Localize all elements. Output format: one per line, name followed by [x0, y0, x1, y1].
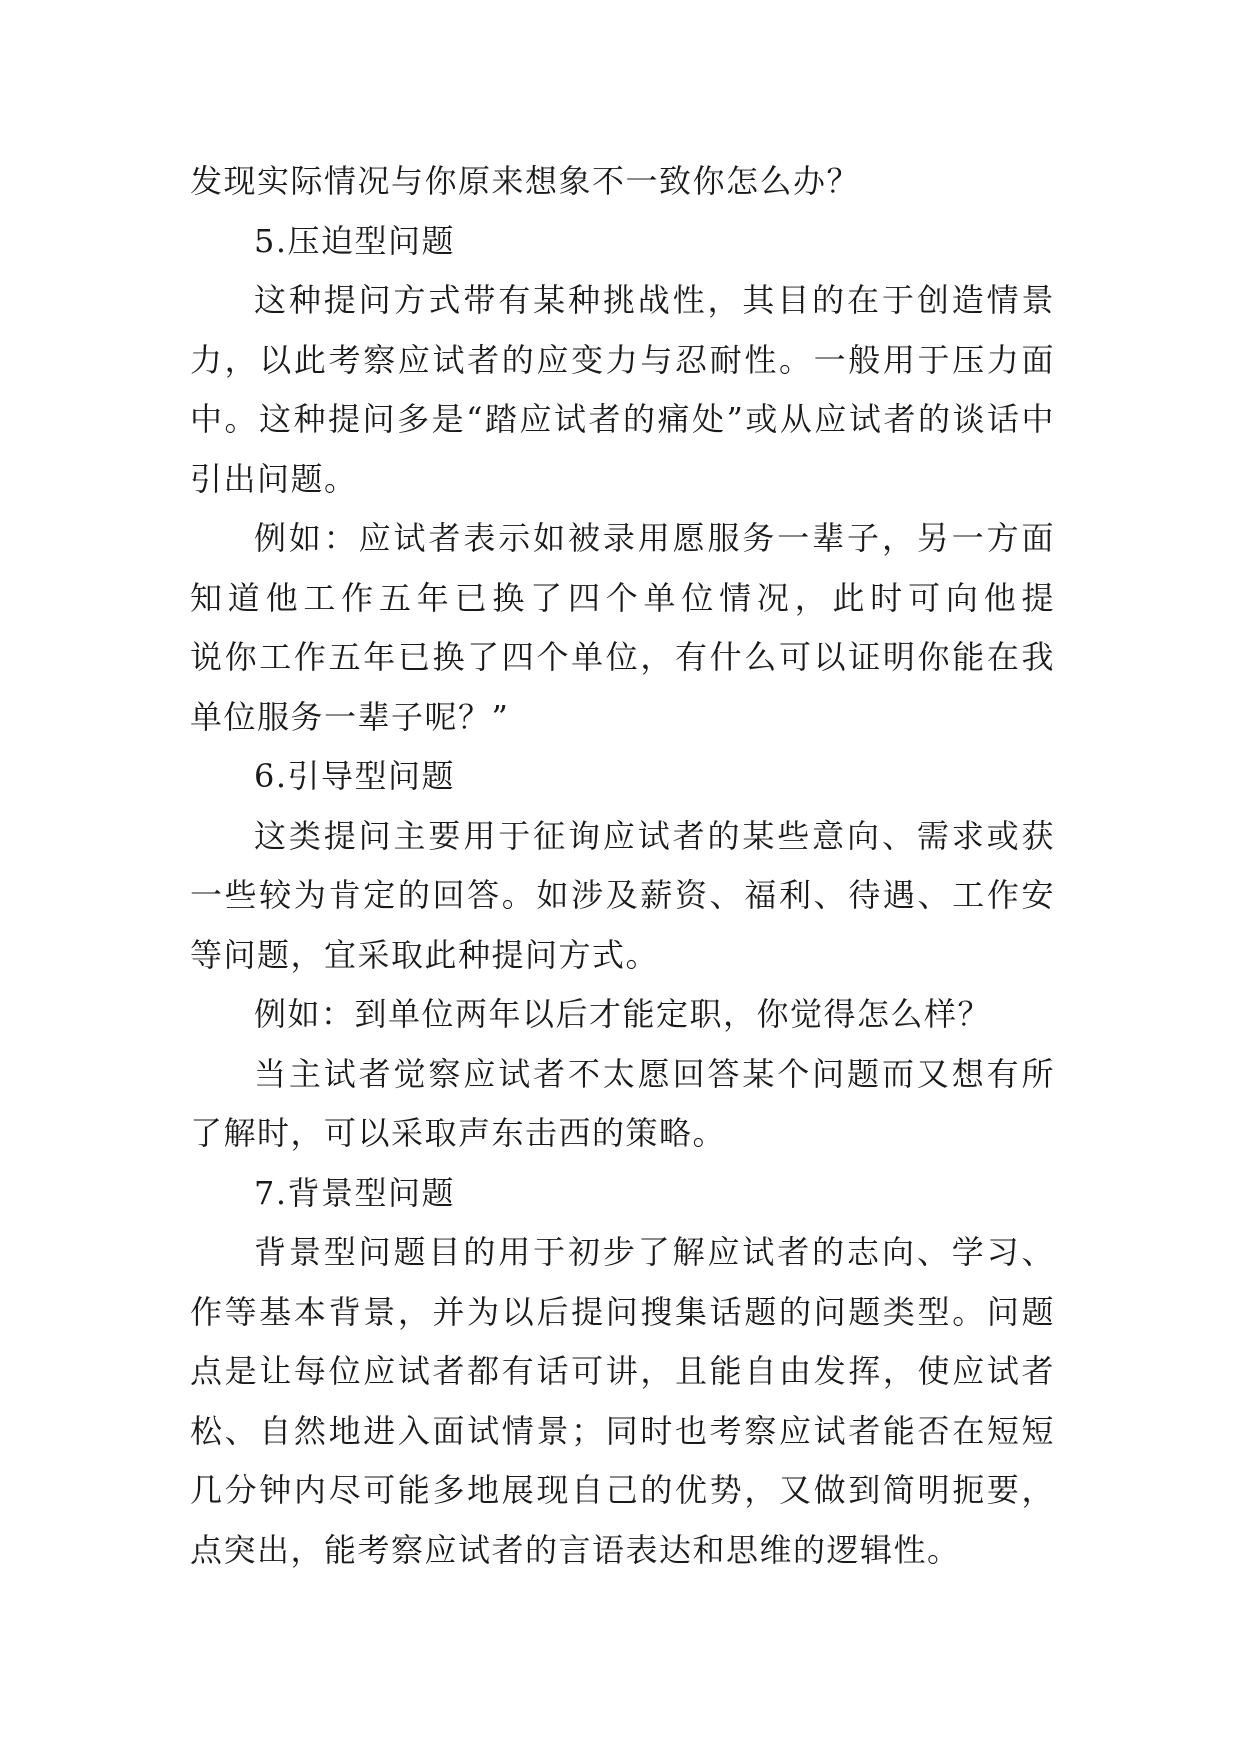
- text-line: 等问题，宜采取此种提问方式。: [190, 935, 660, 974]
- text-line: 单位服务一辈子呢？”: [190, 697, 510, 736]
- text-line: 发现实际情况与你原来想象不一致你怎么办？: [190, 162, 861, 200]
- text-line: 一些较为肯定的回答。如涉及薪资、福利、待遇、工作安: [190, 876, 1055, 914]
- text-line: 这类提问主要用于征询应试者的某些意向、需求或获: [254, 816, 1055, 855]
- text-line: 例如：应试者表示如被录用愿服务一辈子，另一方面: [254, 519, 1055, 557]
- text-line: 例如：到单位两年以后才能定职，你觉得怎么样？: [254, 995, 992, 1033]
- text-line: 背景型问题目的用于初步了解应试者的志向、学习、: [254, 1233, 1055, 1271]
- text-line: 了解时，可以采取声东击西的策略。: [190, 1114, 727, 1152]
- text-line: 知道他工作五年已换了四个单位情况，此时可向他提: [190, 578, 1055, 617]
- text-line: 7.背景型问题: [254, 1173, 456, 1212]
- text-line: 几分钟内尽可能多地展现自己的优势，又做到简明扼要，: [190, 1471, 1055, 1509]
- text-line: 这种提问方式带有某种挑战性，其目的在于创造情景: [254, 281, 1055, 319]
- text-line: 点是让每位应试者都有话可讲，且能自由发挥，使应试者: [190, 1352, 1055, 1390]
- text-line: 作等基本背景，并为以后提问搜集话题的问题类型。问题: [190, 1292, 1055, 1331]
- document-page: [190, 152, 1055, 1580]
- text-line: 中。这种提问多是“踏应试者的痛处”或从应试者的谈话中: [190, 400, 1055, 438]
- text-line: 松、自然地进入面试情景；同时也考察应试者能否在短短: [190, 1411, 1055, 1450]
- text-line: 引出问题。: [190, 459, 358, 498]
- text-line: 说你工作五年已换了四个单位，有什么可以证明你能在我: [190, 638, 1055, 676]
- text-line: 5.压迫型问题: [254, 221, 456, 260]
- text-line: 点突出，能考察应试者的言语表达和思维的逻辑性。: [190, 1530, 961, 1569]
- text-line: 当主试者觉察应试者不太愿回答某个问题而又想有所: [254, 1054, 1055, 1093]
- text-line: 力，以此考察应试者的应变力与忍耐性。一般用于压力面: [190, 340, 1055, 379]
- text-line: 6.引导型问题: [254, 757, 456, 795]
